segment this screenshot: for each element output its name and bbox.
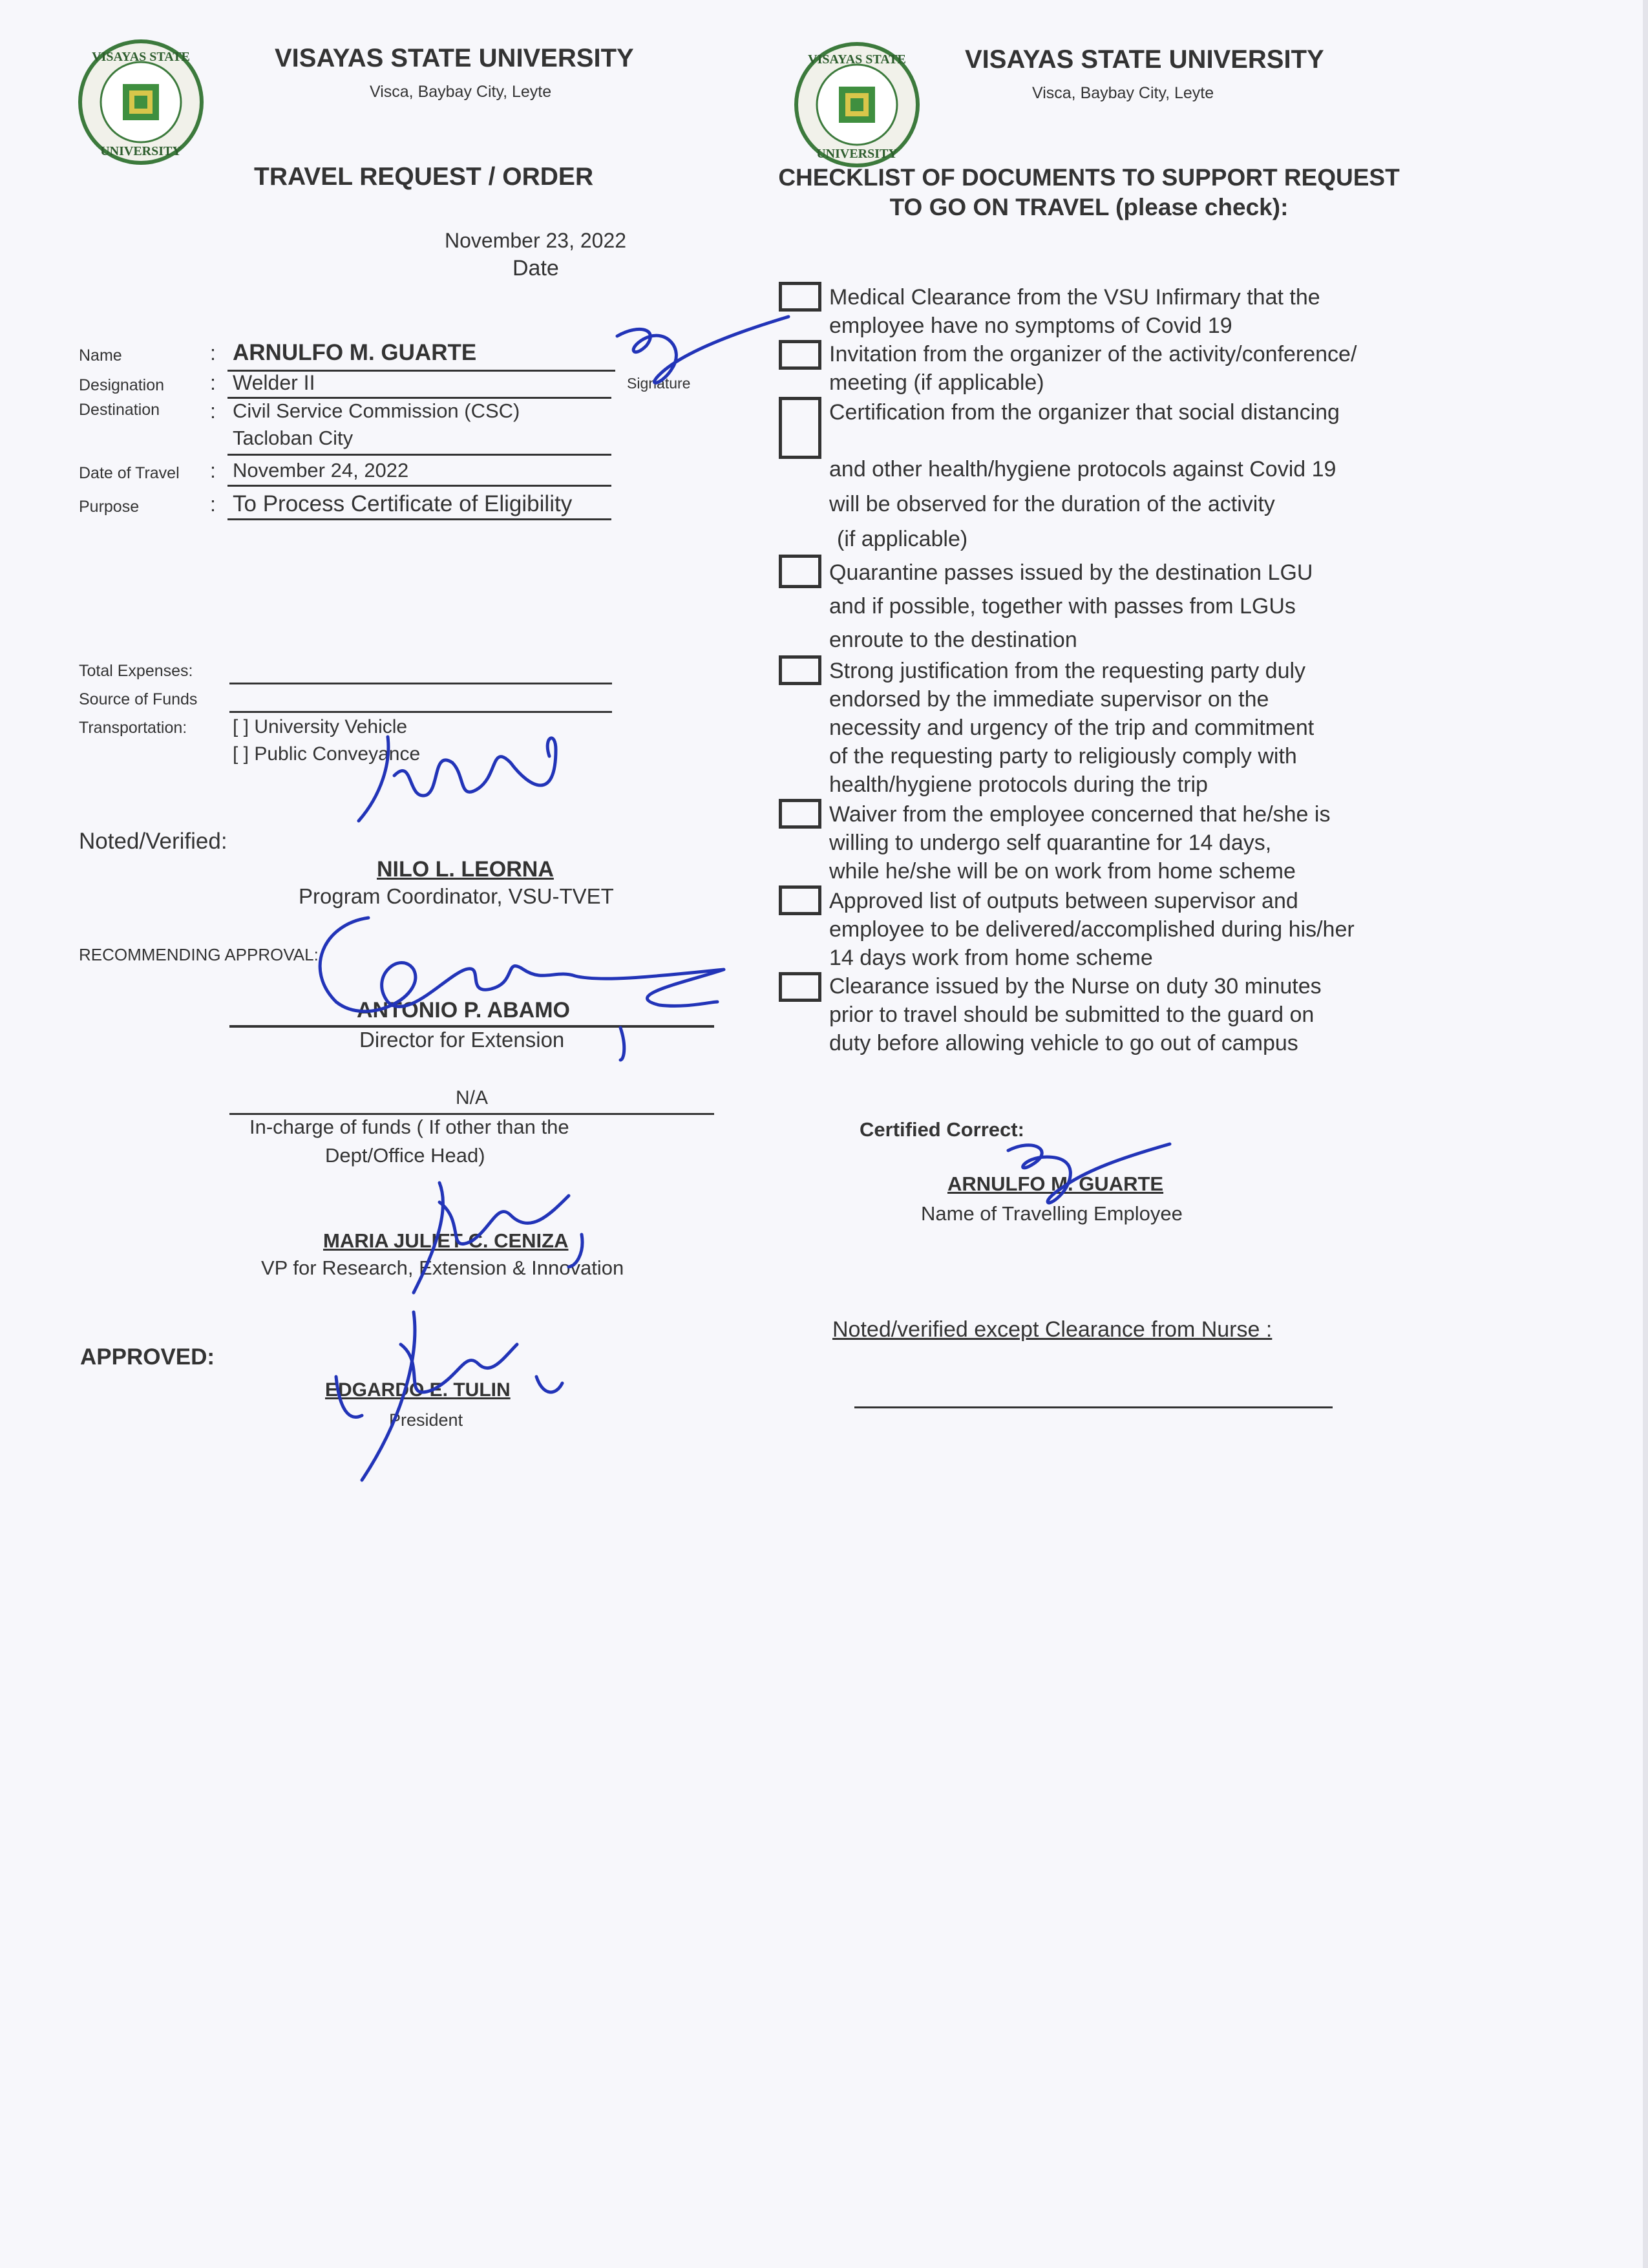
certified-title: Name of Travelling Employee bbox=[921, 1202, 1183, 1225]
checklist-item-6-line3: while he/she will be on work from home scheme bbox=[829, 859, 1296, 884]
right-university-name: VISAYAS STATE UNIVERSITY bbox=[965, 45, 1324, 74]
noted-title: Program Coordinator, VSU-TVET bbox=[299, 884, 614, 908]
page-edge bbox=[1643, 0, 1648, 2268]
svg-text:VISAYAS STATE: VISAYAS STATE bbox=[808, 52, 906, 67]
signature-label: Signature bbox=[627, 375, 691, 392]
name-colon: : bbox=[210, 341, 216, 365]
checklist-item-7-line2: employee to be delivered/accomplished during his/her bbox=[829, 917, 1355, 942]
certified-name: ARNULFO M. GUARTE bbox=[947, 1172, 1164, 1195]
funds-title-line1: In-charge of funds ( If other than the bbox=[249, 1116, 569, 1138]
svg-text:UNIVERSITY: UNIVERSITY bbox=[816, 147, 898, 161]
form-title: TRAVEL REQUEST / ORDER bbox=[254, 163, 594, 191]
checklist-item-6-line2: willing to undergo self quarantine for 14 days, bbox=[829, 831, 1272, 855]
request-date: November 23, 2022 bbox=[445, 229, 627, 252]
checklist-item-4-line2: and if possible, together with passes from LGUs bbox=[829, 594, 1296, 619]
funds-line bbox=[229, 1113, 714, 1115]
destination-line bbox=[227, 454, 611, 456]
checklist-title-line1: CHECKLIST OF DOCUMENTS TO SUPPORT REQUEST bbox=[778, 164, 1400, 191]
applicant-signature bbox=[607, 310, 801, 427]
president-name: EDGARDO E. TULIN bbox=[325, 1379, 511, 1401]
checklist-title-line2: TO GO ON TRAVEL (please check): bbox=[889, 194, 1289, 220]
checklist-item-8-line1: Clearance issued by the Nurse on duty 30 minutes bbox=[829, 974, 1322, 999]
checkbox-nurse-clearance[interactable] bbox=[779, 972, 821, 1002]
transportation-label: Transportation: bbox=[79, 719, 187, 737]
president-title: President bbox=[389, 1410, 463, 1430]
source-of-funds-line bbox=[229, 711, 612, 713]
checklist-item-5-line4: of the requesting party to religiously comply with bbox=[829, 744, 1297, 768]
destination-label: Destination bbox=[79, 401, 160, 419]
name-label: Name bbox=[79, 346, 122, 365]
checklist-item-8-line2: prior to travel should be submitted to the guard on bbox=[829, 1002, 1315, 1027]
noted-except-nurse-label: Noted/verified except Clearance from Nurse : bbox=[832, 1317, 1273, 1342]
date-of-travel-colon: : bbox=[210, 459, 216, 482]
checklist-item-3-line1: Certification from the organizer that social distancing bbox=[829, 400, 1340, 425]
president-signature bbox=[323, 1306, 569, 1487]
checklist-item-4-line3: enroute to the destination bbox=[829, 628, 1077, 652]
transport-option-public-conveyance: [ ] Public Conveyance bbox=[233, 743, 421, 765]
checkbox-medical-clearance[interactable] bbox=[779, 282, 821, 312]
recommending-signature bbox=[297, 898, 737, 1054]
total-expenses-label: Total Expenses: bbox=[79, 662, 193, 680]
certified-correct-label: Certified Correct: bbox=[860, 1118, 1024, 1141]
recommending-approval-label: RECOMMENDING APPROVAL: bbox=[79, 945, 319, 964]
checklist-item-5-line3: necessity and urgency of the trip and commitment bbox=[829, 715, 1315, 740]
date-of-travel-label: Date of Travel bbox=[79, 464, 180, 482]
vp-signature bbox=[401, 1176, 607, 1306]
left-university-address: Visca, Baybay City, Leyte bbox=[370, 83, 552, 101]
vp-title: VP for Research, Extension & Innovation bbox=[261, 1256, 624, 1279]
transport-option-university-vehicle: [ ] University Vehicle bbox=[233, 716, 408, 737]
designation-value: Welder II bbox=[233, 371, 315, 394]
noted-name: NILO L. LEORNA bbox=[377, 857, 554, 882]
checklist-item-2-line1: Invitation from the organizer of the activity/conference/ bbox=[829, 342, 1357, 366]
checkbox-waiver[interactable] bbox=[779, 799, 821, 829]
checkbox-approved-outputs[interactable] bbox=[779, 885, 821, 915]
vp-name: MARIA JULIET C. CENIZA bbox=[323, 1229, 569, 1252]
university-seal-right bbox=[792, 40, 922, 169]
checkbox-strong-justification[interactable] bbox=[779, 655, 821, 685]
checklist-item-1-line2: employee have no symptoms of Covid 19 bbox=[829, 313, 1232, 338]
checklist-item-7-line1: Approved list of outputs between supervisor and bbox=[829, 889, 1298, 913]
date-of-travel-value: November 24, 2022 bbox=[233, 459, 409, 482]
checklist-item-7-line3: 14 days work from home scheme bbox=[829, 946, 1153, 970]
purpose-line bbox=[227, 518, 611, 520]
funds-value: N/A bbox=[456, 1087, 489, 1108]
name-value: ARNULFO M. GUARTE bbox=[233, 340, 477, 365]
destination-colon: : bbox=[210, 399, 216, 423]
recommending-name: ANTONIO P. ABAMO bbox=[357, 998, 570, 1023]
purpose-label: Purpose bbox=[79, 498, 140, 516]
checklist-item-6-line1: Waiver from the employee concerned that he/she is bbox=[829, 802, 1331, 827]
checklist-item-3-line2: and other health/hygiene protocols against Covid 19 bbox=[829, 457, 1336, 482]
designation-label: Designation bbox=[79, 376, 165, 394]
noted-except-signature-line bbox=[854, 1406, 1333, 1408]
date-label: Date bbox=[512, 256, 559, 281]
university-seal-left bbox=[76, 37, 206, 167]
designation-line bbox=[227, 397, 611, 399]
purpose-colon: : bbox=[210, 493, 216, 516]
certified-signature bbox=[995, 1131, 1176, 1222]
right-university-address: Visca, Baybay City, Leyte bbox=[1032, 84, 1214, 102]
noted-signature bbox=[349, 724, 582, 853]
checklist-item-3-line3: will be observed for the duration of the activity bbox=[829, 492, 1275, 516]
destination-line1: Civil Service Commission (CSC) bbox=[233, 399, 520, 422]
purpose-value: To Process Certificate of Eligibility bbox=[233, 491, 573, 516]
approved-label: APPROVED: bbox=[80, 1344, 215, 1370]
checklist-item-2-line2: meeting (if applicable) bbox=[829, 370, 1044, 395]
svg-text:VISAYAS STATE: VISAYAS STATE bbox=[92, 50, 190, 64]
designation-colon: : bbox=[210, 371, 216, 394]
checklist-item-5-line2: endorsed by the immediate supervisor on the bbox=[829, 687, 1269, 712]
checklist-item-8-line3: duty before allowing vehicle to go out of campus bbox=[829, 1031, 1298, 1055]
recommending-title: Director for Extension bbox=[359, 1028, 565, 1052]
date-of-travel-line bbox=[227, 485, 611, 487]
left-university-name: VISAYAS STATE UNIVERSITY bbox=[275, 44, 634, 72]
checklist-item-5-line5: health/hygiene protocols during the trip bbox=[829, 772, 1208, 797]
checklist-item-3-line4: (if applicable) bbox=[837, 527, 968, 551]
checklist-item-5-line1: Strong justification from the requesting party duly bbox=[829, 659, 1306, 683]
destination-line2: Tacloban City bbox=[233, 427, 354, 449]
checkbox-quarantine-passes[interactable] bbox=[779, 555, 821, 588]
checklist-item-4-line1: Quarantine passes issued by the destination LGU bbox=[829, 560, 1313, 585]
checklist-item-1-line1: Medical Clearance from the VSU Infirmary that the bbox=[829, 285, 1320, 310]
funds-title-line2: Dept/Office Head) bbox=[325, 1144, 485, 1167]
noted-verified-label: Noted/Verified: bbox=[79, 829, 227, 854]
total-expenses-line bbox=[229, 683, 612, 684]
source-of-funds-label: Source of Funds bbox=[79, 690, 198, 708]
svg-text:UNIVERSITY: UNIVERSITY bbox=[100, 144, 182, 158]
